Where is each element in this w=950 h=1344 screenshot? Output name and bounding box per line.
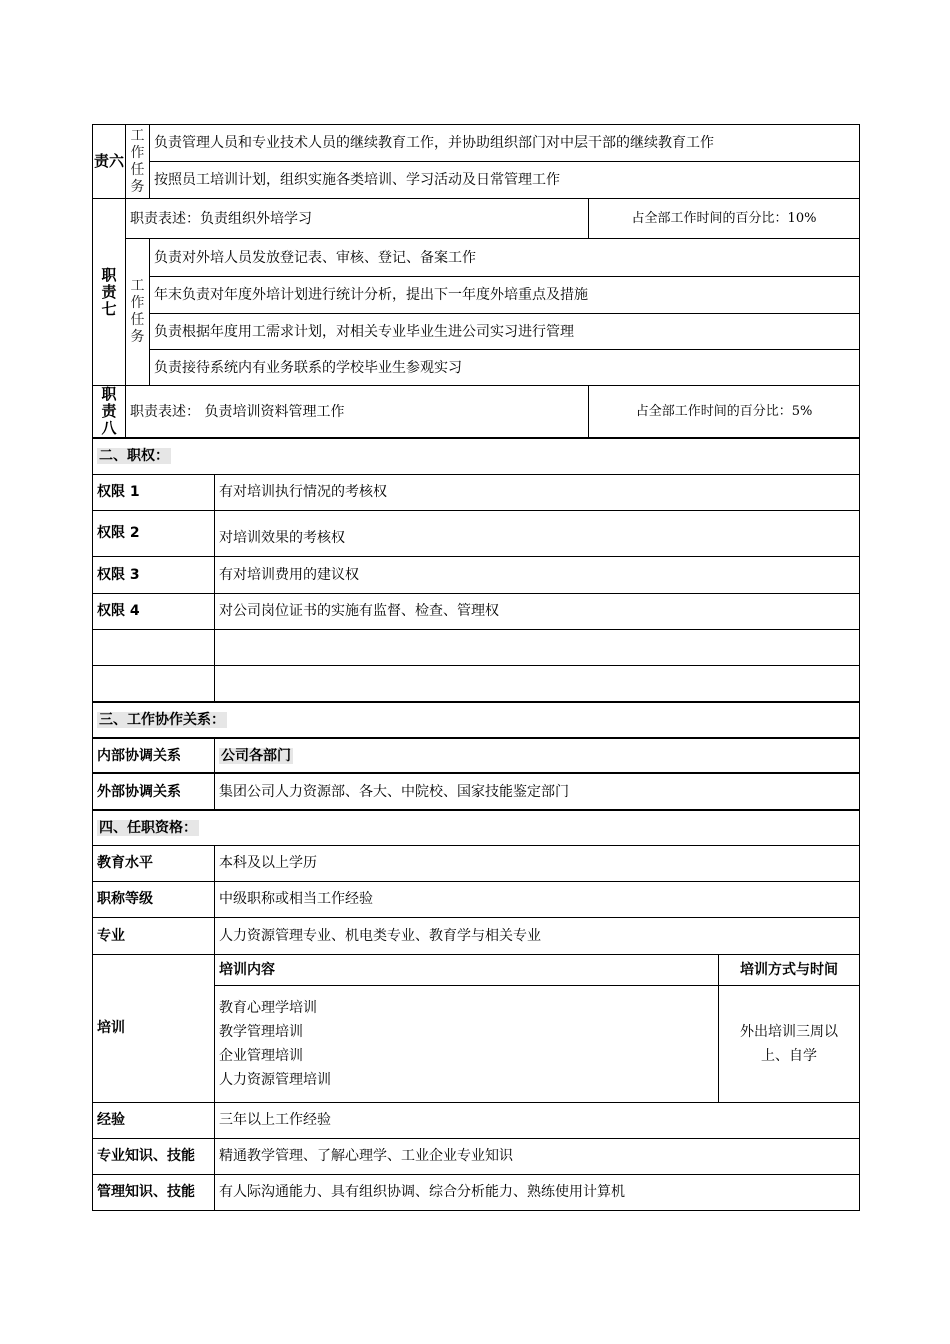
external-relations-value: 集团公司人力资源部、各大、中院校、国家技能鉴定部门 [215,773,860,810]
duty6-task-label: 工作任务 [126,125,150,199]
education-row [93,845,860,881]
authority-row [93,474,860,510]
experience-label: 经验 [93,1102,215,1138]
duty6-task-1: 负责管理人员和专业技术人员的继续教育工作，并协助组织部门对中层干部的继续教育工作 [150,125,860,162]
relations-title-text: 三、工作协作关系： [99,712,225,728]
duty6-label: 责六 [93,125,126,199]
authority-empty-name [93,665,215,702]
major-label: 专业 [93,917,215,954]
pro-skill-row [93,1138,860,1174]
relations-section-title [93,702,860,738]
education-value: 本科及以上学历 [215,845,860,881]
duty7-task-2: 年末负责对年度外培计划进行统计分析，提出下一年度外培重点及措施 [150,277,860,314]
duty7-statement: 职责表述：负责组织外培学习 [126,199,589,239]
title-level-label: 职称等级 [93,881,215,917]
duty8-percent: 占全部工作时间的百分比：5% [589,386,860,439]
training-item: 企业管理培训 [219,1047,303,1064]
authority-empty-row [93,629,860,665]
duty7-task-4: 负责接待系统内有业务联系的学校毕业生参观实习 [150,350,860,386]
duty7-task-row [93,314,860,350]
duty7-task-row [93,277,860,314]
internal-relations-label: 内部协调关系 [93,738,215,773]
duty6-task-row [93,125,860,162]
authority-section-title [93,438,860,474]
authority-row [93,593,860,629]
training-label: 培训 [93,954,215,1102]
authority-empty-row [93,665,860,702]
authority-row [93,556,860,593]
training-method-value: 外出培训三周以上、自学 [719,985,860,1102]
duty7-task-label [126,239,150,386]
internal-relations-row [93,738,860,773]
qualifications-section-row [93,810,860,845]
duty6-task-row [93,162,860,199]
duty8-statement: 职责表述： 负责培训资料管理工作 [126,386,589,439]
training-content-list [215,985,719,1102]
training-content-header: 培训内容 [215,954,719,985]
experience-row [93,1102,860,1138]
duty8-label [93,386,126,439]
internal-relations-text: 公司各部门 [221,747,291,764]
duty7-task-label-text: 工作任务 [130,278,145,345]
duty8-label-text: 职责八 [101,385,117,437]
qualifications-title-text: 四、任职资格： [99,819,197,836]
authority-desc-1: 有对培训执行情况的考核权 [215,474,860,510]
authority-name-4: 权限 4 [93,593,215,629]
title-level-row [93,881,860,917]
mgmt-skill-row [93,1174,860,1210]
duty7-task-3: 负责根据年度用工需求计划，对相关专业毕业生进公司实习进行管理 [150,314,860,350]
authority-section-row [93,438,860,474]
duty7-label-text: 职责七 [101,265,117,318]
major-row [93,917,860,954]
training-item: 教学管理培训 [219,1023,303,1040]
training-header-row [93,954,860,985]
authority-desc-3: 有对培训费用的建议权 [215,556,860,593]
duty7-statement-row [93,199,860,239]
authority-row [93,510,860,556]
pro-skill-value: 精通教学管理、了解心理学、工业企业专业知识 [215,1138,860,1174]
mgmt-skill-value: 有人际沟通能力、具有组织协调、综合分析能力、熟练使用计算机 [215,1174,860,1210]
education-label: 教育水平 [93,845,215,881]
duty8-row [93,386,860,439]
duty7-label [93,199,126,386]
authority-name-3: 权限 3 [93,556,215,593]
authority-empty-name [93,629,215,665]
pro-skill-label: 专业知识、技能 [93,1138,215,1174]
duty6-task-2: 按照员工培训计划，组织实施各类培训、学习活动及日常管理工作 [150,162,860,199]
relations-section-row [93,702,860,738]
authority-empty-desc [215,665,860,702]
authority-title-text: 二、职权： [99,448,169,465]
external-relations-row [93,773,860,810]
internal-relations-value [215,738,860,773]
training-method-header: 培训方式与时间 [719,954,860,985]
duty7-task-row [93,239,860,277]
major-value: 人力资源管理专业、机电类专业、教育学与相关专业 [215,917,860,954]
title-level-value: 中级职称或相当工作经验 [215,881,860,917]
duty7-percent: 占全部工作时间的百分比：10% [589,199,860,239]
job-description-document [92,124,859,1211]
duty7-task-row [93,350,860,386]
authority-name-1: 权限 1 [93,474,215,510]
authority-name-2: 权限 2 [93,510,215,556]
qualifications-section-title [93,810,860,845]
authority-desc-2: 对培训效果的考核权 [215,510,860,556]
duty7-task-1: 负责对外培人员发放登记表、审核、登记、备案工作 [150,239,860,277]
mgmt-skill-label: 管理知识、技能 [93,1174,215,1210]
job-description-table [92,124,860,1211]
authority-desc-4: 对公司岗位证书的实施有监督、检查、管理权 [215,593,860,629]
experience-value: 三年以上工作经验 [215,1102,860,1138]
training-item: 教育心理学培训 [219,999,317,1016]
external-relations-label: 外部协调关系 [93,773,215,810]
training-item: 人力资源管理培训 [219,1071,331,1088]
authority-empty-desc [215,629,860,665]
